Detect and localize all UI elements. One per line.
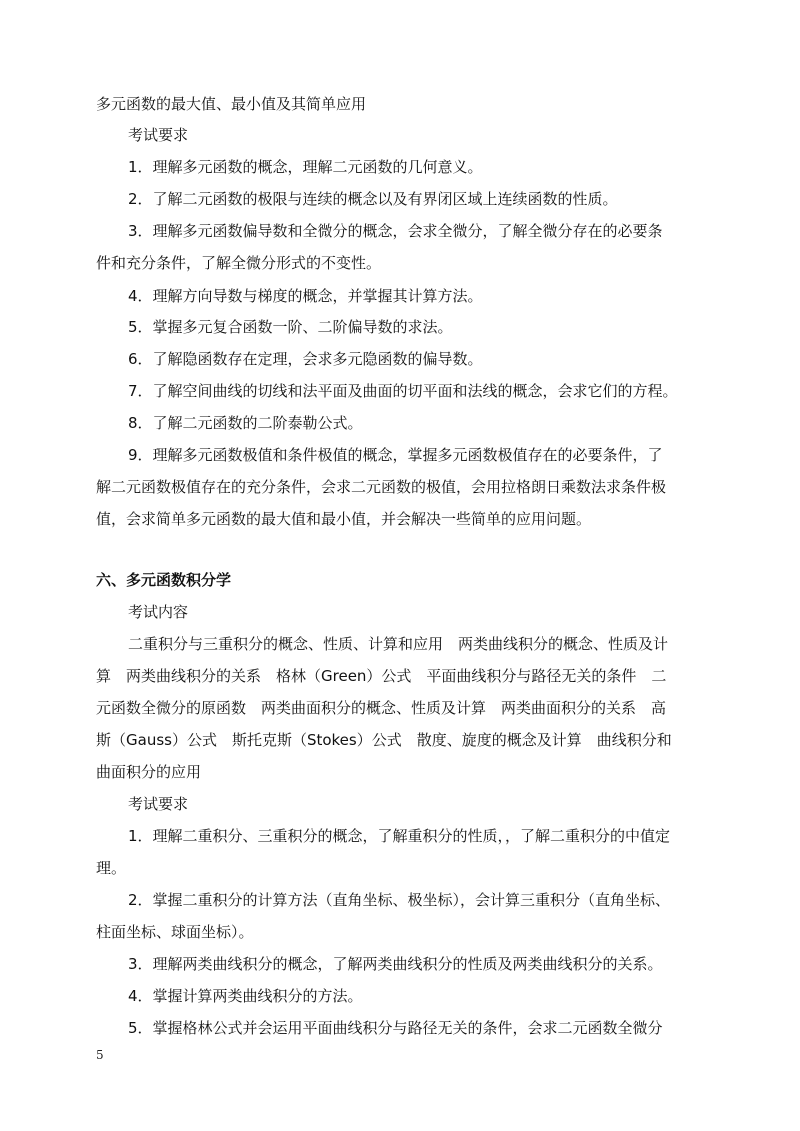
top-req-line-6: 6．了解隐函数存在定理，会求多元隐函数的偏导数。 xyxy=(128,350,483,368)
section-req-line-1: 1．理解二重积分、三重积分的概念，了解重积分的性质，，了解二重积分的中值定 xyxy=(128,827,671,845)
section-req-line-3: 3．理解两类曲线积分的概念，了解两类曲线积分的性质及两类曲线积分的关系。 xyxy=(128,955,663,973)
top-req-line-9: 9．理解多元函数极值和条件极值的概念，掌握多元函数极值存在的必要条件，了 xyxy=(128,446,663,464)
section-content-line-4: 斯（Gauss）公式 斯托克斯（Stokes）公式 散度、旋度的概念及计算 曲线积分和 xyxy=(96,731,672,749)
section-content-line-5: 曲面积分的应用 xyxy=(96,763,202,781)
section-req-line-2: 2．掌握二重积分的计算方法（直角坐标、极坐标），会计算三重积分（直角坐标、 xyxy=(128,891,671,909)
page-number: 5 xyxy=(96,1048,104,1062)
top-req-line-9-cont-2: 值，会求简单多元函数的最大值和最小值，并会解决一些简单的应用问题。 xyxy=(96,510,592,528)
top-req-line-5: 5．掌握多元复合函数一阶、二阶偏导数的求法。 xyxy=(128,318,453,336)
section-content-line-1: 二重积分与三重积分的概念、性质、计算和应用 两类曲线积分的概念、性质及计 xyxy=(128,635,669,653)
section-req-line-1-cont: 理。 xyxy=(96,859,127,877)
section-content-line-2: 算 两类曲线积分的关系 格林（Green）公式 平面曲线积分与路径无关的条件 二 xyxy=(96,667,667,685)
section-content-line-3: 元函数全微分的原函数 两类曲面积分的概念、性质及计算 两类曲面积分的关系 高 xyxy=(96,699,667,717)
top-req-line-8: 8．了解二元函数的二阶泰勒公式。 xyxy=(128,414,363,432)
section-content-title: 考试内容 xyxy=(128,603,189,621)
top-req-line-2: 2．了解二元函数的极限与连续的概念以及有界闭区域上连续函数的性质。 xyxy=(128,190,618,208)
top-req-line-3: 3．理解多元函数偏导数和全微分的概念，会求全微分，了解全微分存在的必要条 xyxy=(128,222,663,240)
section-heading: 六、多元函数积分学 xyxy=(96,571,232,589)
top-heading: 多元函数的最大值、最小值及其简单应用 xyxy=(96,95,367,113)
section-req-line-2-cont: 柱面坐标、球面坐标）。 xyxy=(96,923,254,941)
top-req-line-9-cont-1: 解二元函数极值存在的充分条件，会求二元函数的极值，会用拉格朗日乘数法求条件极 xyxy=(96,478,667,496)
top-requirements-title: 考试要求 xyxy=(128,126,189,144)
section-requirements-title: 考试要求 xyxy=(128,795,189,813)
top-req-line-7: 7．了解空间曲线的切线和法平面及曲面的切平面和法线的概念，会求它们的方程。 xyxy=(128,382,678,400)
top-req-line-1: 1．理解多元函数的概念，理解二元函数的几何意义。 xyxy=(128,158,483,176)
top-req-line-3-cont: 件和充分条件，了解全微分形式的不变性。 xyxy=(96,254,382,272)
section-req-line-4: 4．掌握计算两类曲线积分的方法。 xyxy=(128,987,363,1005)
section-req-line-5: 5．掌握格林公式并会运用平面曲线积分与路径无关的条件，会求二元函数全微分 xyxy=(128,1019,663,1037)
top-req-line-4: 4．理解方向导数与梯度的概念，并掌握其计算方法。 xyxy=(128,287,483,305)
